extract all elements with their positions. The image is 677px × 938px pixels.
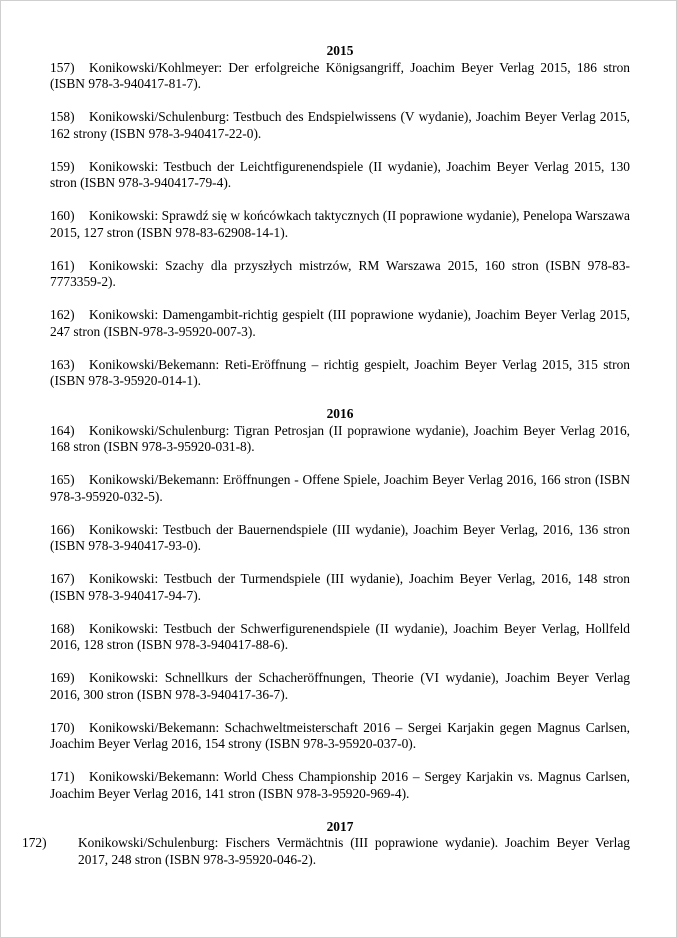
entry-number: 158) (50, 109, 75, 124)
bibliography-entry (50, 769, 630, 802)
bibliography-entry (50, 423, 630, 456)
entry-text: Konikowski/Bekemann: Reti-Eröffnung – richtig gespielt, Joachim Beyer Verlag 2015, 315 stron (ISBN 978-3-95920-014-1). (50, 356, 630, 388)
bibliography-entry (50, 720, 630, 753)
year-heading: 2015 (326, 43, 354, 58)
entry-number: 160) (50, 208, 75, 223)
entry-number: 157) (50, 59, 75, 75)
entry-number: 168) (50, 620, 75, 636)
entry-text: Konikowski/Kohlmeyer: Der erfolgreiche Königsangriff, Joachim Beyer Verlag 2015, 186 stron (ISBN 978-3-940417-81-7). (50, 59, 630, 91)
year-heading: 2017 (326, 818, 354, 834)
bibliography-entry (50, 670, 630, 703)
entry-text: Konikowski: Szachy dla przyszłych mistrzów, RM Warszawa 2015, 160 stron (ISBN 978-83-7773359-2). (50, 257, 630, 289)
bibliography-entry (50, 307, 630, 340)
bibliography-entry (50, 109, 630, 142)
document-page (22, 43, 630, 868)
entry-text: Konikowski/Bekemann: Schachweltmeisterschaft 2016 – Sergei Karjakin gegen Magnus Carlsen, Joachim Beyer Verlag 2016, 154 strony (ISBN 978-3-95920-037-0). (50, 719, 630, 751)
bibliography-entry (50, 571, 630, 604)
entry-number: 161) (50, 257, 75, 273)
bibliography-entry (50, 472, 630, 505)
bibliography-entry (50, 60, 630, 93)
year-section-2017 (22, 818, 630, 869)
entry-text: Konikowski: Sprawdź się w końcówkach taktycznych (II poprawione wydanie), Penelopa Warszawa 2015, 127 stron (ISBN 978-83-62908-14-1). (50, 208, 630, 240)
bibliography-entry (50, 522, 630, 555)
entry-number: 163) (50, 356, 75, 372)
entry-text: Konikowski/Schulenburg: Tigran Petrosjan (II poprawione wydanie), Joachim Beyer Verlag 2016, 168 stron (ISBN 978-3-95920-031-8). (50, 422, 630, 454)
bibliography-entry (50, 258, 630, 291)
entry-number: 166) (50, 521, 75, 537)
entry-number: 169) (50, 670, 75, 685)
bibliography-entry (50, 208, 630, 241)
bibliography-entry (22, 835, 630, 868)
entry-text: Konikowski: Testbuch der Schwerfigurenendspiele (II wydanie), Joachim Beyer Verlag, Hollfeld 2016, 128 stron (ISBN 978-3-940417-88-6). (50, 620, 630, 652)
bibliography-entry (50, 159, 630, 192)
entry-number: 170) (50, 719, 75, 735)
year-heading: 2016 (326, 406, 354, 421)
year-section-2015 (50, 43, 630, 390)
entry-number: 171) (50, 769, 75, 784)
entry-text: Konikowski: Testbuch der Turmendspiele (III wydanie), Joachim Beyer Verlag, 2016, 148 stron (ISBN 978-3-940417-94-7). (50, 571, 630, 603)
entry-number: 162) (50, 307, 75, 322)
bibliography-entry (50, 357, 630, 390)
entry-text: Konikowski/Schulenburg: Testbuch des Endspielwissens (V wydanie), Joachim Beyer Verlag 2015, 162 strony (ISBN 978-3-940417-22-0). (50, 109, 630, 141)
entry-text: Konikowski: Testbuch der Leichtfigurenendspiele (II wydanie), Joachim Beyer Verlag 2015, 130 stron (ISBN 978-3-940417-79-4). (50, 158, 630, 190)
entry-text: Konikowski/Schulenburg: Fischers Vermächtnis (III poprawione wydanie). Joachim Beyer Verlag 2017, 248 stron (ISBN 978-3-95920-046-2). (78, 835, 630, 867)
entry-text: Konikowski/Bekemann: Eröffnungen - Offene Spiele, Joachim Beyer Verlag 2016, 166 stron (ISBN 978-3-95920-032-5). (50, 472, 630, 504)
entry-number: 167) (50, 571, 75, 586)
entry-text: Konikowski: Schnellkurs der Schacheröffnungen, Theorie (VI wydanie), Joachim Beyer Verlag 2016, 300 stron (ISBN 978-3-940417-36-7). (50, 670, 630, 702)
entry-number: 165) (50, 472, 75, 487)
entry-text: Konikowski: Testbuch der Bauernendspiele (III wydanie), Joachim Beyer Verlag, 2016, 136 stron (ISBN 978-3-940417-93-0). (50, 521, 630, 553)
year-section-2016 (50, 406, 630, 802)
entry-number: 159) (50, 158, 75, 174)
bibliography-entry (50, 621, 630, 654)
entry-text: Konikowski/Bekemann: World Chess Championship 2016 – Sergey Karjakin vs. Magnus Carlsen, Joachim Beyer Verlag 2016, 141 stron (ISBN 978-3-95920-969-4). (50, 769, 630, 801)
entry-number: 164) (50, 422, 75, 438)
entry-number: 172) (22, 835, 47, 850)
entry-text: Konikowski: Damengambit-richtig gespielt (III poprawione wydanie), Joachim Beyer Verlag 2015, 247 stron (ISBN-978-3-95920-007-3). (50, 307, 630, 339)
